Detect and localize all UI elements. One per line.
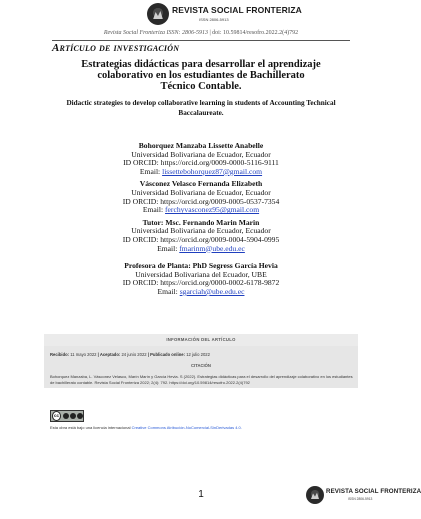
logo-title: REVISTA SOCIAL FRONTERIZA: [172, 5, 302, 15]
footer-logo-title: REVISTA SOCIAL FRONTERIZA: [326, 488, 421, 495]
by-icon: [63, 413, 69, 419]
article-dates: [50, 352, 210, 357]
header-citation: [0, 30, 402, 36]
author-name: Tutor: Msc. Fernando Marin Marin: [142, 217, 260, 227]
author-affiliation: Universidad Bolivariana del Ecuador, UBE: [135, 269, 267, 279]
accepted-date: 24 junio 2022: [120, 352, 147, 357]
email-label: Email:: [157, 286, 180, 296]
author-email-link[interactable]: lissettebohorquez87@gmail.com: [162, 166, 263, 176]
footer-journal-logo: [306, 486, 421, 510]
title-english: Didactic strategies to develop collaborative learning in students of Accounting Technical Baccalaureate.: [66, 99, 336, 117]
received-label: Recibido:: [50, 352, 70, 357]
author-block: [0, 142, 402, 176]
license-link[interactable]: Creative Commons Atribución-NoComercial-SinDerivadas 4.0.: [131, 425, 242, 430]
cc-icon: cc: [52, 411, 61, 421]
published-label: | Publicado online:: [146, 352, 186, 357]
article-type: Artículo de investigación: [52, 42, 180, 54]
accepted-label: | Aceptado:: [96, 352, 121, 357]
author-name: Profesora de Planta: PhD Segress García Hevia: [124, 261, 278, 271]
email-label: Email:: [142, 205, 166, 215]
license-prefix: Esta obra está bajo una licencia internacional: [50, 425, 132, 430]
citation-doi: | doi: 10.59814/resofro.2022.2(4)792: [207, 30, 299, 36]
journal-logo: [147, 3, 302, 27]
license-text: [50, 425, 242, 430]
published-date: 12 julio 2022: [185, 352, 210, 357]
author-orcid[interactable]: ID ORCID: https://orcid.org/0009-0000-5116-9111: [123, 158, 279, 168]
received-date: 11 mayo 2022: [69, 352, 97, 357]
citation-heading: CITACIÓN: [191, 363, 211, 368]
author-name: Vásconez Velasco Fernanda Elizabeth: [139, 179, 263, 189]
logo-issn: ISSN 2806-5913: [199, 17, 229, 22]
citation-journal: Revista Social Fronteriza ISSN: 2806-5913: [103, 30, 208, 36]
article-info-title: INFORMACIÓN DEL ARTÍCULO: [44, 334, 358, 346]
author-email-link[interactable]: ferchyvasconez95@gmail.com: [165, 205, 260, 215]
author-affiliation: Universidad Bolivariana de Ecuador, Ecuador: [131, 226, 271, 236]
authors-list: [0, 142, 402, 301]
mountain-logo-icon: [147, 3, 169, 25]
author-orcid[interactable]: ID ORCID: https://orcid.org/0000-0002-6178-9872: [122, 278, 280, 288]
header-rule: [52, 40, 350, 41]
author-name: Bohorquez Manzaba Lissette Anabelle: [138, 141, 264, 150]
author-block: [0, 219, 402, 253]
nc-icon: [70, 413, 76, 419]
author-affiliation: Universidad Bolivariana de Ecuador, Ecuador: [131, 149, 271, 159]
author-block: [0, 180, 402, 214]
author-email-link[interactable]: fmarinm@ube.edu.ec: [179, 243, 245, 253]
author-affiliation: Universidad Bolivariana de Ecuador, Ecuador: [131, 187, 271, 197]
creative-commons-badge[interactable]: [50, 410, 84, 422]
mountain-logo-icon: [306, 486, 324, 504]
email-label: Email:: [139, 166, 163, 176]
title-spanish: Estrategias didácticas para desarrollar el aprendizaje colaborativo en los estudiantes de Bachillerato Técnico Contable.: [81, 59, 321, 92]
author-orcid[interactable]: ID ORCID: https://orcid.org/0009-0005-0537-7354: [122, 196, 280, 206]
author-email-link[interactable]: sgarciah@ube.edu.ec: [179, 286, 245, 296]
author-orcid[interactable]: ID ORCID: https://orcid.org/0009-0004-5904-0995: [122, 234, 280, 244]
nd-icon: [77, 413, 83, 419]
page-number: 1: [198, 489, 204, 500]
author-block: [0, 262, 402, 296]
email-label: Email:: [157, 243, 180, 253]
citation-text: Bohorquez Manzaba, L. Vásconez Velasco, Marín Marín y García Hevia. S (2022). Estrategias didácticas para el desarrollo del aprendizaje colaborativo en los estudiantes de bachillerato contable. Revista Social Fronteriza 2022; 2(4): 792. https://doi.org/10.59814/resofro.2022.2(4)792: [50, 374, 353, 385]
footer-logo-issn: ISSN 2806-5913: [348, 497, 373, 501]
